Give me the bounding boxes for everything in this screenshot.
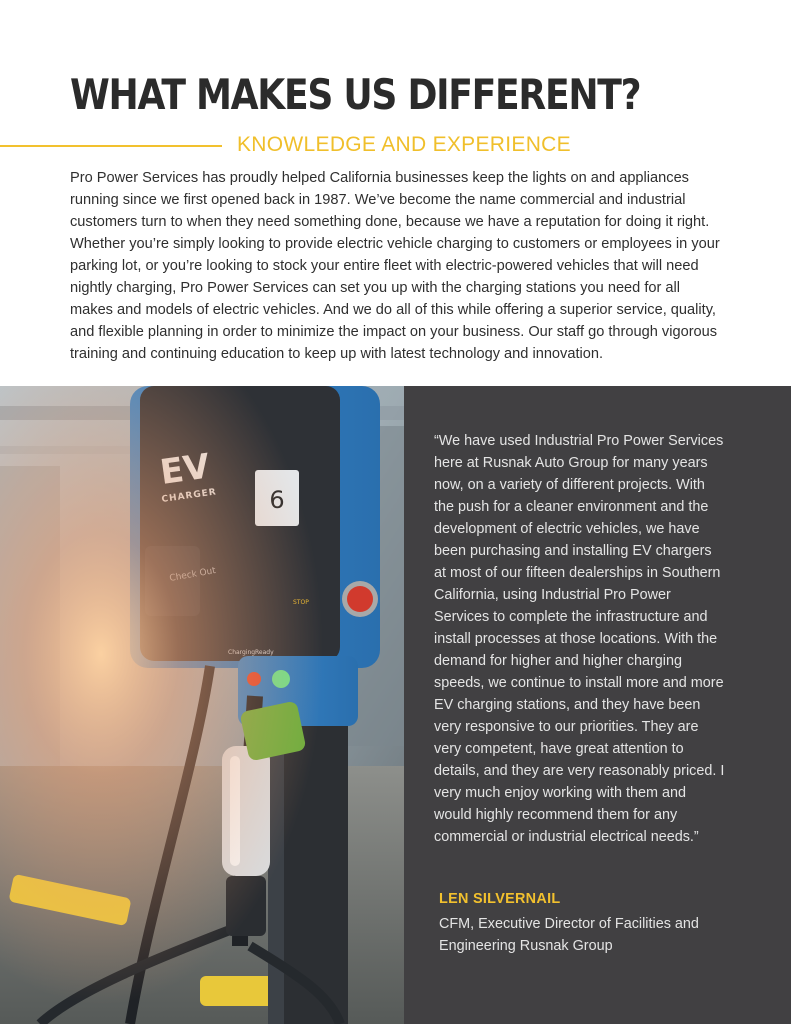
ev-charger-photo (0, 386, 404, 1024)
testimonial-role: CFM, Executive Director of Facilities and Engineering Rusnak Group (439, 916, 699, 954)
testimonial-panel (404, 386, 791, 1024)
section-subtitle: KNOWLEDGE AND EXPERIENCE (237, 133, 571, 156)
intro-paragraph: Pro Power Services has proudly helped California businesses keep the lights on and appliances running since we first opened back in 1987. We’ve become the name commercial and industrial customers turn to when they need something done, because we have a reputation for doing it right. Whether you’re simply looking to provide electric vehicle charging to customers or employees in your parking lot, or you’re looking to stock your entire fleet with electric-powered vehicles that will need nightly charging, Pro Power Services can set you up with the charging stations you need for all makes and models of electric vehicles. And we do all of this while offering a superior service, quality, and flexible planning in order to minimize the impact on your business. Our staff go through vigorous training and continuing education to keep up with latest technology and innovation. (70, 170, 720, 362)
page-title: WHAT MAKES US DIFFERENT? (70, 70, 641, 119)
testimonial-quote: “We have used Industrial Pro Power Services here at Rusnak Auto Group for many years now, on a variety of different projects. With the push for a cleaner environment and the development of electric vehicles, we have been purchasing and installing EV chargers at most of our fifteen dealerships in Southern California, using Industrial Pro Power Services to complete the infrastructure and install processes at those locations. With the demand for higher and higher charging speeds, we continue to install more and more EV charging stations, and they have been very responsive to our priorities. They are very competent, have great attention to details, and they are very reasonably priced. I very much enjoy working with them and would highly recommend them for any commercial or industrial electrical needs.” (434, 433, 725, 845)
testimonial-author: LEN SILVERNAIL (439, 891, 561, 907)
subtitle-rule (0, 145, 222, 147)
